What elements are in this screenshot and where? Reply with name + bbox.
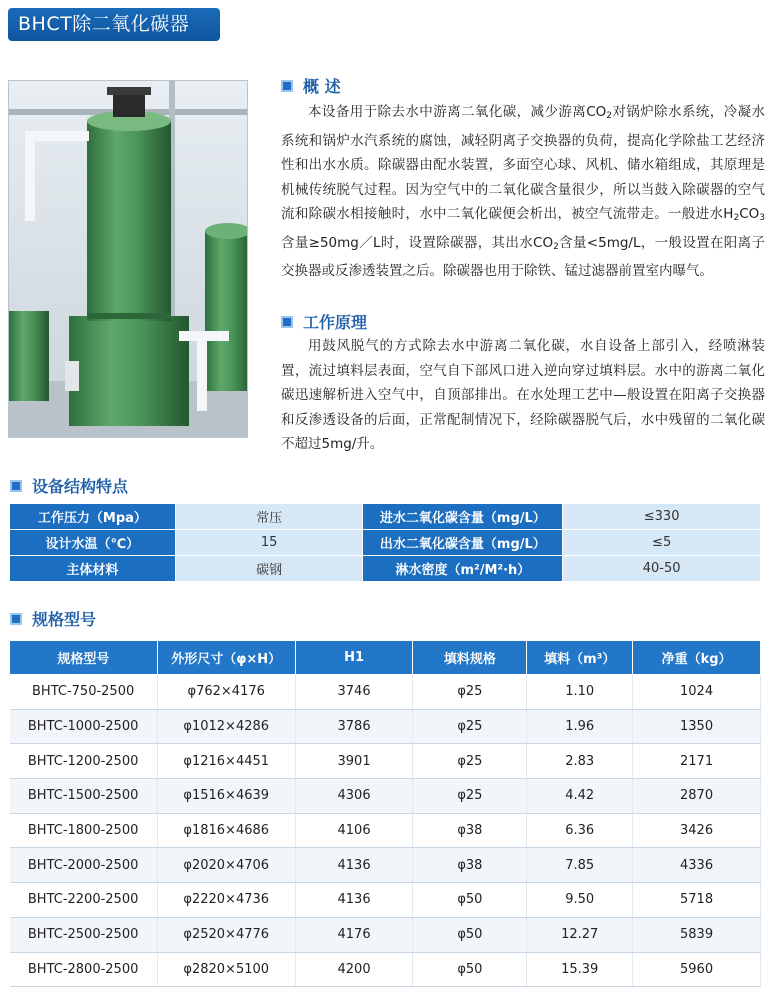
table-cell: φ2520×4776 bbox=[157, 917, 295, 952]
overview-heading-text: 概 述 bbox=[303, 77, 341, 96]
structure-label: 进水二氧化碳含量（mg/L） bbox=[363, 504, 563, 530]
models-heading-text: 规格型号 bbox=[32, 610, 97, 629]
table-cell: 15.39 bbox=[527, 952, 633, 987]
column-header: 填料（m³） bbox=[527, 641, 633, 675]
table-cell: BHTC-2200-2500 bbox=[10, 883, 158, 918]
models-heading bbox=[10, 607, 96, 630]
table-cell: φ25 bbox=[413, 709, 527, 744]
table-cell: φ2820×5100 bbox=[157, 952, 295, 987]
column-header: 规格型号 bbox=[10, 641, 158, 675]
structure-label: 出水二氧化碳含量（mg/L） bbox=[363, 530, 563, 556]
table-cell: φ38 bbox=[413, 848, 527, 883]
table-cell: 4306 bbox=[295, 779, 413, 814]
structure-heading-text: 设备结构特点 bbox=[32, 477, 129, 496]
table-cell: BHTC-2500-2500 bbox=[10, 917, 158, 952]
structure-value: 15 bbox=[175, 530, 363, 556]
structure-table bbox=[9, 503, 761, 582]
table-cell: 12.27 bbox=[527, 917, 633, 952]
table-row bbox=[10, 848, 761, 883]
section-bullet-icon bbox=[281, 80, 293, 92]
table-row bbox=[10, 709, 761, 744]
table-cell: BHTC-750-2500 bbox=[10, 675, 158, 710]
table-cell: 4176 bbox=[295, 917, 413, 952]
models-header-row bbox=[10, 641, 761, 675]
overview-heading bbox=[281, 74, 341, 97]
table-cell: φ50 bbox=[413, 917, 527, 952]
table-row bbox=[10, 779, 761, 814]
column-header: H1 bbox=[295, 641, 413, 675]
table-cell: 1.10 bbox=[527, 675, 633, 710]
table-cell: 4136 bbox=[295, 848, 413, 883]
structure-value: ≤330 bbox=[563, 504, 761, 530]
table-cell: 1.96 bbox=[527, 709, 633, 744]
table-cell: 2171 bbox=[633, 744, 761, 779]
section-bullet-icon bbox=[281, 316, 293, 328]
structure-value: 常压 bbox=[175, 504, 363, 530]
structure-row bbox=[10, 556, 761, 582]
table-cell: φ25 bbox=[413, 675, 527, 710]
page-title: BHCT除二氧化碳器 bbox=[8, 8, 220, 41]
table-row bbox=[10, 813, 761, 848]
table-cell: φ1816×4686 bbox=[157, 813, 295, 848]
table-cell: 5960 bbox=[633, 952, 761, 987]
principle-heading-text: 工作原理 bbox=[303, 313, 368, 332]
table-cell: BHTC-1200-2500 bbox=[10, 744, 158, 779]
structure-label: 设计水温（℃） bbox=[10, 530, 176, 556]
structure-value: 碳钢 bbox=[175, 556, 363, 582]
table-cell: 3746 bbox=[295, 675, 413, 710]
table-cell: φ1012×4286 bbox=[157, 709, 295, 744]
table-cell: 9.50 bbox=[527, 883, 633, 918]
table-cell: 4136 bbox=[295, 883, 413, 918]
table-cell: φ1216×4451 bbox=[157, 744, 295, 779]
table-cell: BHTC-1800-2500 bbox=[10, 813, 158, 848]
table-cell: BHTC-2000-2500 bbox=[10, 848, 158, 883]
table-cell: BHTC-1000-2500 bbox=[10, 709, 158, 744]
table-cell: φ50 bbox=[413, 952, 527, 987]
table-cell: 4336 bbox=[633, 848, 761, 883]
column-header: 外形尺寸（φ×H） bbox=[157, 641, 295, 675]
table-cell: φ25 bbox=[413, 744, 527, 779]
table-cell: φ762×4176 bbox=[157, 675, 295, 710]
co2-remover-illustration bbox=[9, 81, 248, 438]
table-cell: φ25 bbox=[413, 779, 527, 814]
models-table bbox=[9, 640, 761, 987]
table-row bbox=[10, 883, 761, 918]
table-cell: φ2020×4706 bbox=[157, 848, 295, 883]
column-header: 填料规格 bbox=[413, 641, 527, 675]
table-cell: φ2220×4736 bbox=[157, 883, 295, 918]
table-cell: φ38 bbox=[413, 813, 527, 848]
structure-label: 工作压力（Mpa） bbox=[10, 504, 176, 530]
table-row bbox=[10, 675, 761, 710]
structure-heading bbox=[10, 474, 128, 497]
table-row bbox=[10, 952, 761, 987]
column-header: 净重（kg） bbox=[633, 641, 761, 675]
structure-value: ≤5 bbox=[563, 530, 761, 556]
product-photo bbox=[8, 80, 248, 438]
table-row bbox=[10, 744, 761, 779]
overview-paragraph: 本设备用于除去水中游离二氧化碳，减少游离$CO_2$对锅炉除水系统，冷凝水系统和锅炉水汽系统的腐蚀，减轻阴离子交换器的负荷，提高化学除盐工艺经济性和出水水质。除碳器由配水装置，多面空心球、风机、储水箱组成，其原理是机械传统脱气过程。因为空气中的二氧化碳含量很少，所以当鼓入除碳器的空气流和除碳水相接触时，水中二氧化碳便会析出，被空气流带走。一般进水$H_2CO_3$含量≥50mg／L时，设置除碳器，其出水$CO_2$含量<5mg/L，一般设置在阳离子交换器或反渗透装置之后。除碳器也用于除铁、锰过滤器前置室内曝气。 bbox=[281, 104, 765, 279]
structure-row bbox=[10, 504, 761, 530]
table-cell: 1350 bbox=[633, 709, 761, 744]
principle-paragraph: 用鼓风脱气的方式除去水中游离二氧化碳，水自设备上部引入，经喷淋装置，流过填料层表面，空气自下部风口进入逆向穿过填料层。水中的游离二氧化碳迅速解析进入空气中，自顶部排出。在水处理工艺中—般设置在阳离子交换器和反渗透设备的后面，正常配制情况下，经除碳器脱气后，水中残留的二氧化碳不超过5mg/升。 bbox=[281, 338, 765, 452]
table-cell: 1024 bbox=[633, 675, 761, 710]
table-cell: 2.83 bbox=[527, 744, 633, 779]
table-cell: φ1516×4639 bbox=[157, 779, 295, 814]
table-cell: 4200 bbox=[295, 952, 413, 987]
section-bullet-icon bbox=[10, 480, 22, 492]
table-cell: 4.42 bbox=[527, 779, 633, 814]
table-cell: 6.36 bbox=[527, 813, 633, 848]
table-cell: 7.85 bbox=[527, 848, 633, 883]
table-cell: 3901 bbox=[295, 744, 413, 779]
table-cell: 5839 bbox=[633, 917, 761, 952]
table-cell: BHTC-2800-2500 bbox=[10, 952, 158, 987]
table-row bbox=[10, 917, 761, 952]
structure-label: 主体材料 bbox=[10, 556, 176, 582]
section-bullet-icon bbox=[10, 613, 22, 625]
table-cell: 5718 bbox=[633, 883, 761, 918]
table-cell: 2870 bbox=[633, 779, 761, 814]
table-cell: 3786 bbox=[295, 709, 413, 744]
table-cell: 4106 bbox=[295, 813, 413, 848]
principle-heading bbox=[281, 310, 367, 333]
structure-value: 40-50 bbox=[563, 556, 761, 582]
table-cell: φ50 bbox=[413, 883, 527, 918]
table-cell: 3426 bbox=[633, 813, 761, 848]
structure-row bbox=[10, 530, 761, 556]
table-cell: BHTC-1500-2500 bbox=[10, 779, 158, 814]
structure-label: 淋水密度（m²/M²·h） bbox=[363, 556, 563, 582]
